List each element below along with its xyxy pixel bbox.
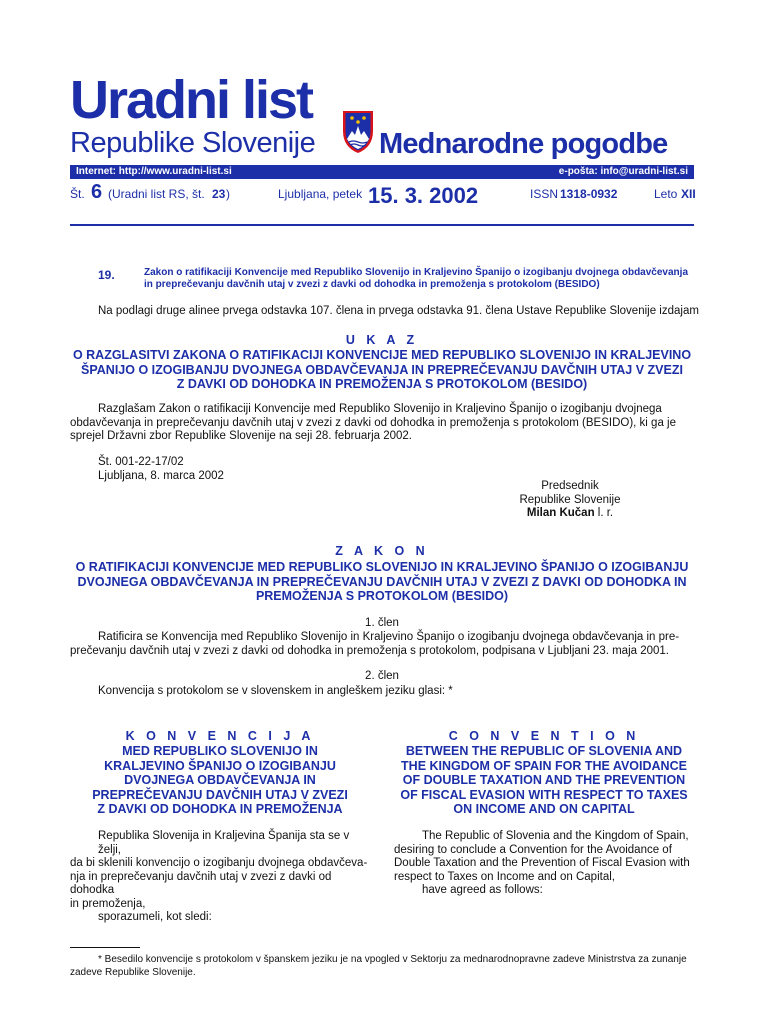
convention-body-line: respect to Taxes on Income and on Capital, bbox=[394, 870, 615, 883]
ukaz-heading: U K A Z bbox=[345, 333, 419, 347]
ukaz-title-line: O RAZGLASITVI ZAKONA O RATIFIKACIJI KONVENCIJE MED REPUBLIKO SLOVENIJO IN KRALJEVINO bbox=[72, 348, 692, 362]
footnote-line: zadeve Republike Slovenije. bbox=[70, 967, 196, 978]
konvencija-body-line: Republika Slovenija in Kraljevina Španija sta se v želji, bbox=[98, 830, 350, 856]
convention-title-line: OF FISCAL EVASION WITH RESPECT TO TAXES bbox=[400, 787, 688, 802]
konvencija-title-line: KRALJEVINO ŠPANIJO O IZOGIBANJU bbox=[104, 758, 336, 773]
convention-title bbox=[394, 744, 694, 817]
ukaz-ref-number: Št. 001-22-17/02 bbox=[98, 456, 184, 468]
article-1-heading: 1. člen bbox=[365, 617, 399, 629]
article-1-line: prečevanju davčnih utaj v zvezi z davki od dohodka in premoženja s protokolom, podpisana v Ljubljani 23. maja 2001. bbox=[70, 644, 669, 657]
article-2-heading: 2. člen bbox=[365, 670, 399, 682]
coat-of-arms-icon bbox=[341, 109, 375, 155]
issue-info-row bbox=[70, 183, 694, 213]
convention-heading: C O N V E N T I O N bbox=[448, 729, 640, 743]
act-title bbox=[144, 267, 688, 291]
year-number: XII bbox=[681, 187, 696, 201]
signer-title: Republike Slovenije bbox=[519, 493, 621, 506]
zakon-heading: Z A K O N bbox=[335, 544, 429, 558]
masthead-subtitle: Republike Slovenije bbox=[70, 127, 316, 159]
convention-body-line: The Republic of Slovenia and the Kingdom of Spain, bbox=[422, 830, 689, 842]
issn-number: 1318-0932 bbox=[560, 187, 618, 201]
ukaz-body-line: sprejel Državni zbor Republike Slovenije na seji 28. februarja 2002. bbox=[70, 430, 412, 442]
ukaz-title-line: Z DAVKI OD DOHODKA IN PREMOŽENJA S PROTOKOLOM (BESIDO) bbox=[176, 377, 588, 391]
email-link[interactable]: e-pošta: info@uradni-list.si bbox=[558, 166, 688, 177]
convention-title-line: BETWEEN THE REPUBLIC OF SLOVENIA AND bbox=[405, 744, 683, 758]
act-title-line: in preprečevanju davčnih utaj v zvezi z davki od dohodka in premoženja s protokolom (BESIDO) bbox=[144, 279, 600, 290]
convention-body-line: have agreed as follows: bbox=[422, 884, 543, 896]
signer-suffix: l. r. bbox=[597, 507, 614, 519]
masthead-title: Uradni list bbox=[70, 70, 313, 130]
ukaz-title-line: ŠPANIJO O IZOGIBANJU DVOJNEGA OBDAVČEVANJA IN PREPREČEVANJU DAVČNIH UTAJ V ZVEZI bbox=[81, 362, 683, 377]
article-1-line: Ratificira se Konvencija med Republiko Slovenijo in Kraljevino Španijo o izogibanju dvojnega obdavčevanja in pre- bbox=[98, 631, 680, 643]
konvencija-title-line: Z DAVKI OD DOHODKA IN PREMOŽENJA bbox=[97, 802, 343, 816]
convention-body-line: Double Taxation and the Prevention of Fiscal Evasion with bbox=[394, 857, 690, 869]
section-name: Mednarodne pogodbe bbox=[379, 128, 668, 160]
zakon-title-line: O RATIFIKACIJI KONVENCIJE MED REPUBLIKO SLOVENIJO IN KRALJEVINO ŠPANIJO O IZOGIBANJU bbox=[75, 560, 689, 574]
article-2-body: Konvencija s protokolom se v slovenskem in angleškem jeziku glasi: * bbox=[98, 685, 453, 697]
konvencija-body bbox=[70, 830, 370, 925]
convention-body bbox=[394, 830, 694, 898]
year-label: Leto bbox=[654, 187, 678, 201]
act-number: 19. bbox=[98, 268, 115, 282]
konvencija-title-line: PREPREČEVANJU DAVČNIH UTAJ V ZVEZI bbox=[92, 787, 348, 802]
ukaz-body bbox=[70, 403, 694, 444]
konvencija-body-line: in premoženja, bbox=[70, 897, 146, 910]
konvencija-heading: K O N V E N C I J A bbox=[125, 729, 315, 743]
zakon-title-line: PREMOŽENJA S PROTOKOLOM (BESIDO) bbox=[255, 589, 509, 603]
internet-link[interactable]: Internet: http://www.uradni-list.si bbox=[76, 166, 232, 177]
signature-block bbox=[510, 480, 630, 521]
signer-line bbox=[510, 507, 630, 521]
zakon-title bbox=[70, 560, 694, 604]
convention-title-line: ON INCOME AND ON CAPITAL bbox=[453, 802, 635, 816]
ukaz-body-line: obdavčevanja in preprečevanju davčnih utaj v zvezi z davki od dohodka in premoženja s protokolom (BESIDO), ki ga je bbox=[70, 416, 676, 429]
rs-reference-suffix: ) bbox=[226, 187, 230, 201]
issue-place-day: Ljubljana, petek bbox=[278, 187, 363, 201]
konvencija-body-line: da bi sklenili konvencijo o izogibanju dvojnega obdavčeva- bbox=[70, 857, 368, 869]
convention-title-line: OF DOUBLE TAXATION AND THE PREVENTION bbox=[402, 773, 686, 787]
rs-reference-number: 23 bbox=[212, 187, 226, 201]
footnote-line: * Besedilo konvencije s protokolom v španskem jeziku je na vpogled v Sektorju za mednarodnopravne zadeve Ministrstva za zunanje bbox=[98, 954, 687, 965]
rs-reference-prefix: (Uradni list RS, št. bbox=[108, 187, 205, 201]
konvencija-title-line: DVOJNEGA OBDAVČEVANJA IN bbox=[124, 773, 316, 787]
konvencija-title bbox=[70, 744, 370, 817]
footnote bbox=[70, 953, 710, 979]
masthead-bar bbox=[70, 165, 694, 179]
issue-number-prefix: Št. bbox=[70, 187, 85, 201]
convention-title-line: THE KINGDOM OF SPAIN FOR THE AVOIDANCE bbox=[401, 758, 687, 773]
header-divider bbox=[70, 224, 694, 226]
ukaz-body-line: Razglašam Zakon o ratifikaciji Konvencije med Republiko Slovenijo in Kraljevino Španijo o izogibanju dvojnega bbox=[98, 403, 662, 415]
ukaz-reference bbox=[98, 456, 224, 483]
convention-body-line: desiring to conclude a Convention for the Avoidance of bbox=[394, 843, 672, 856]
ukaz-ref-date: Ljubljana, 8. marca 2002 bbox=[98, 469, 224, 482]
issue-date: 15. 3. 2002 bbox=[368, 183, 479, 208]
act-title-line: Zakon o ratifikaciji Konvencije med Republiko Slovenijo in Kraljevino Španijo o izogibanju dvojnega obdavčevanja bbox=[144, 267, 688, 278]
konvencija-body-line: nja in preprečevanju davčnih utaj v zvezi z davki od dohodka bbox=[70, 870, 332, 896]
article-1-body bbox=[70, 631, 694, 658]
konvencija-title-line: MED REPUBLIKO SLOVENIJO IN bbox=[122, 744, 318, 758]
signer-title: Predsednik bbox=[541, 480, 599, 492]
issn-label: ISSN bbox=[530, 187, 559, 201]
signer-name: Milan Kučan bbox=[526, 507, 595, 519]
ukaz-title bbox=[70, 348, 694, 392]
zakon-title-line: DVOJNEGA OBDAVČEVANJA IN PREPREČEVANJU DAVČNIH UTAJ V ZVEZI Z DAVKI OD DOHODKA IN bbox=[77, 574, 687, 589]
konvencija-body-line: sporazumeli, kot sledi: bbox=[98, 911, 212, 923]
footnote-divider bbox=[70, 947, 140, 948]
preamble: Na podlagi druge alinee prvega odstavka 107. člena in prvega odstavka 91. člena Ustave Republike Slovenije izdajam bbox=[98, 305, 699, 317]
issue-number: 6 bbox=[91, 181, 103, 203]
